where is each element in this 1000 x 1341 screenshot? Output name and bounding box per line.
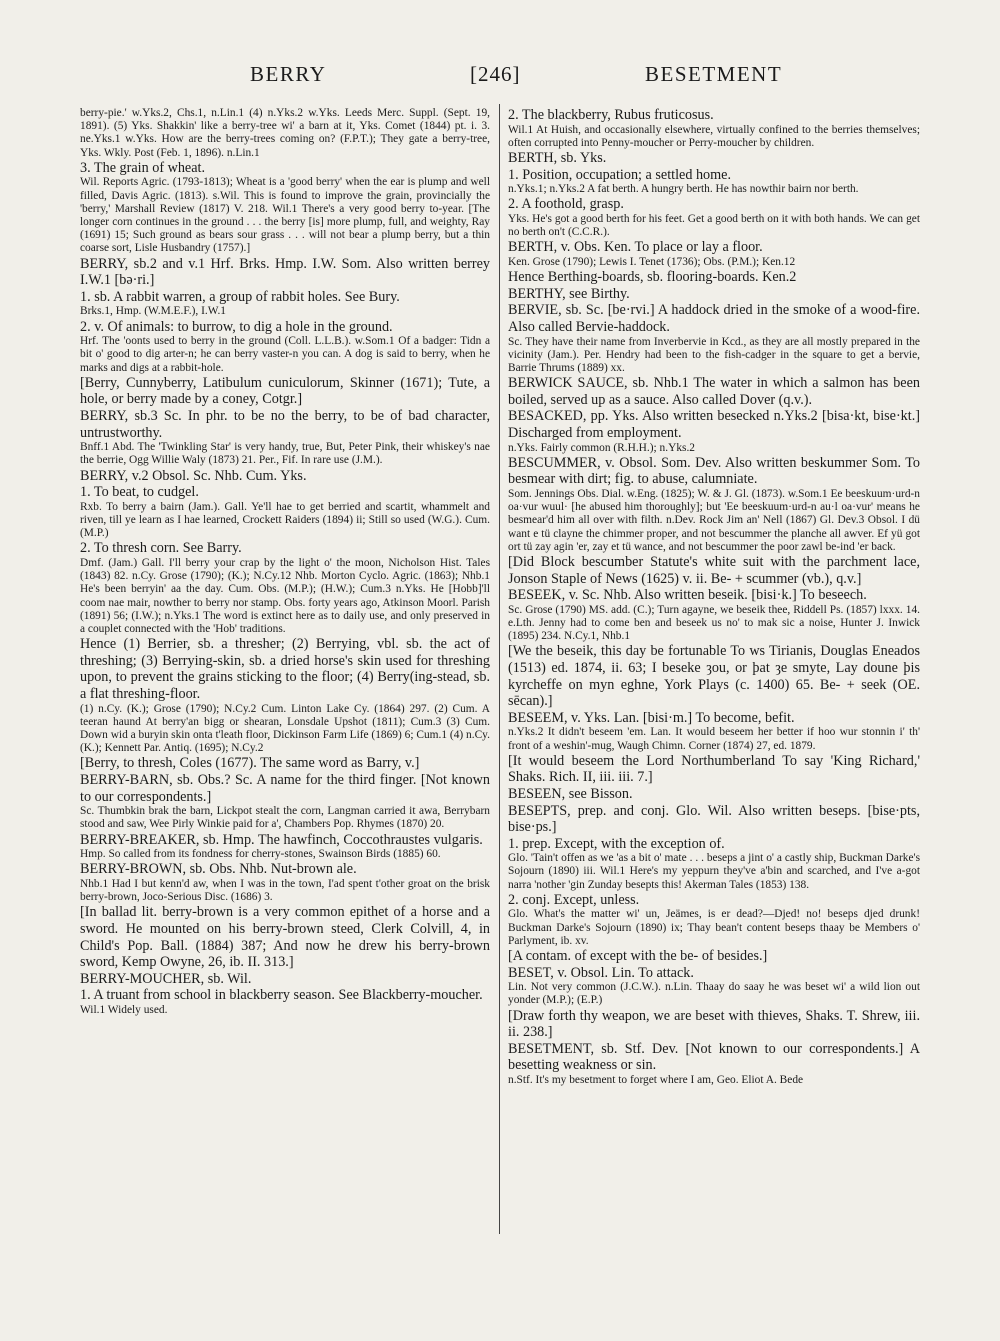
- entry-paragraph: [Did Block bescumber Statute's white suit with the parchment lace, Jonson Staple of News (1625) v. ii. Be- + scummer (vb.), q.v.]: [508, 553, 920, 587]
- citation-paragraph: Sc. Grose (1790) MS. add. (C.); Turn agayne, we beseik thee, Riddell Ps. (1857) lxxx. 14. e.Lth. Jenny had to come ben and beseek us no' to mak sic a noise, Hunter J. Inwick (1895) 234. N.Cy.1, Nhb.1: [508, 603, 920, 643]
- entry-paragraph: BERTHY, see Birthy.: [508, 285, 630, 302]
- citation-paragraph: Dmf. (Jam.) Gall. I'll berry your crap by the light o' the moon, Nicholson Hist. Tales (1843) 82. n.Cy. Grose (1790); (K.); N.Cy.12 Nhb. Morton Cyclo. Agric. (1863); Nhb.1 He's been berryin' aa the day. Cum. Obs. (M.P.); (H.W.); Cum.3 n.Yks. He [Hobb]'ll coom nae mair, nowther to berry nor stamp. Obs. forty years ago, Atkinson Moorl. Parish (1891) 56; (I.W.); n.Yks.1 The word is extinct here as to daily use, and only preserved in a couplet connected with the 'Hob' traditions.: [80, 556, 490, 635]
- citation-paragraph: Glo. What's the matter wi' un, Jeämes, is er dead?—Djed! no! beseps djed drunk! Buckman Darke's Sojourn (1890) ix; Thay bean't content beseps thaay be Members o' Parlyment, ib. xv.: [508, 908, 920, 947]
- citation-paragraph: Yks. He's got a good berth for his feet. Get a good berth on it with both hands. We can get no berth on't (C.C.R.).: [508, 212, 920, 239]
- entry-paragraph: 1. A truant from school in blackberry season. See Blackberry-moucher.: [80, 987, 483, 1004]
- entry-paragraph: BERWICK SAUCE, sb. Nhb.1 The water in which a salmon has been boiled, served up as a sauce. Also called Dover (q.v.).: [508, 375, 920, 408]
- entry-paragraph: 1. Position, occupation; a settled home.: [508, 166, 732, 183]
- citation-paragraph: Glo. 'Tain't offen as we 'as a bit o' mate . . . beseps a jint o' a castly ship, Buckman Darke's Sojourn (1890) iii. Wil.1 Here's my yeppurn they've a'bin and scarched, and I've a-got narra 'nother 'gin Zunday besepts this! Akerman Tales (1853) 138.: [508, 852, 920, 891]
- entry-paragraph: 2. conj. Except, unless.: [508, 891, 640, 908]
- citation-paragraph: Rxb. To berry a bairn (Jam.). Gall. Ye'll hae to get berried and scartit, whammelt and riven, till ye learn as I hae learned, Crockett Raiders (1894) ii; Still so used (W.G.). Cum. (M.P.): [80, 500, 490, 540]
- right-column: [508, 107, 920, 1257]
- citation-paragraph: Wil. Reports Agric. (1793-1813); Wheat is a 'good berry' when the ear is plump and well filled, Davis Agric. (1813). s.Wil. This is found to improve the grain, provincially the 'berry,' Marshall Review (1817) V. 218. Wil.1 There's a very good berry to-year. [The longer corn continues in the ground . . . the berry [is] more plump, full, and weighty, Ray (1691) 15; Such ground as bears sour grass . . . will not bear a plump berry, but a thin coarse sort, Lisle Husbandry (1757).]: [80, 176, 490, 255]
- citation-paragraph: Lin. Not very common (J.C.W.). n.Lin. Thaay do saay he was beset wi' a wild lion out yonder (M.P.); (E.P.): [508, 981, 920, 1007]
- entry-paragraph: BESEEN, see Bisson.: [508, 785, 633, 802]
- entry-paragraph: 2. To thresh corn. See Barry.: [80, 540, 242, 557]
- entry-paragraph: BESCUMMER, v. Obsol. Som. Dev. Also written beskummer Som. To besmear with dirt; fig. to abuse, calumniate.: [508, 454, 920, 488]
- entry-paragraph: BESACKED, pp. Yks. Also written besecked n.Yks.2 [bisa·kt, bise·kt.] Discharged from employment.: [508, 408, 920, 441]
- citation-paragraph: Som. Jennings Obs. Dial. w.Eng. (1825); W. & J. Gl. (1873). w.Som.1 Ee beeskuum·urd-n oa·vur wuul· [he abused him thoroughly]; but 'Ee beeskuum·urd-n au·l oa·vur' means he besmear'd him all over with filth. n.Dev. Rock Jim an' Nell (1867) Gl. Dev.3 Obsol. I dü want e tü clayne the chimmer proper, and not bescummer the planche all awver. Ef yü got ort tü zay agin 'er, zay et tü wance, and not bescummer the poor zawl be-ind 'er back.: [508, 487, 920, 553]
- entry-paragraph: [In ballad lit. berry-brown is a very common epithet of a horse and a sword. He mounted on his berry-brown steed, Clerk Colvill, 4, in Child's Pop. Ball. (1884) 387; And now he drew his berry-brown sword, Kemp Owyne, 26, ib. II. 313.]: [80, 904, 490, 971]
- entry-paragraph: 2. The blackberry, Rubus fruticosus.: [508, 107, 714, 123]
- entry-paragraph: 1. prep. Except, with the exception of.: [508, 835, 725, 852]
- entry-paragraph: 2. A foothold, grasp.: [508, 196, 624, 213]
- entry-paragraph: [Berry, to thresh, Coles (1677). The same word as Barry, v.]: [80, 755, 420, 772]
- citation-paragraph: berry-pie.' w.Yks.2, Chs.1, n.Lin.1 (4) n.Yks.2 w.Yks. Leeds Merc. Suppl. (Sept. 19, 1891). (5) Yks. Shakkin' like a berry-tree wi' a barn at it, Yks. Comet (1844) pt. i. 3. ne.Yks.1 w.Yks. How are the berry-trees coming on? (F.P.T.); They gate a berry-tree, Yks. Wkly. Post (Feb. 1, 1896). n.Lin.1: [80, 107, 490, 159]
- citation-paragraph: (1) n.Cy. (K.); Grose (1790); N.Cy.2 Cum. Linton Lake Cy. (1864) 297. (2) Cum. A teeran haund At berry'an bigg or shearan, Lonsdale Upshot (1811); Cum.3 (3) Cum. Down wid a buryin skin onta t'leath floor, Dickinson Farm Life (1869) 6; Cum.1 (4) n.Cy. (K.); Kennett Par. Antiq. (1695); N.Cy.2: [80, 702, 490, 755]
- citation-paragraph: Brks.1, Hmp. (W.M.E.F.), I.W.1: [80, 305, 227, 318]
- citation-paragraph: n.Yks.2 It didn't beseem 'em. Lan. It would beseem her better if hoo wur stonnin i' th' front of a weshin'-mug, Waugh Chimn. Corner (1874) 27, ed. 1879.: [508, 726, 920, 752]
- entry-paragraph: BERRY-MOUCHER, sb. Wil.: [80, 970, 252, 987]
- entry-paragraph: BESET, v. Obsol. Lin. To attack.: [508, 964, 694, 981]
- citation-paragraph: Wil.1 At Huish, and occasionally elsewhere, virtually confined to the berries themselves; often corrupted into Penny-moucher or Perry-moucher by children.: [508, 123, 920, 149]
- entry-paragraph: 2. v. Of animals: to burrow, to dig a hole in the ground.: [80, 318, 393, 335]
- entry-paragraph: BESEEM, v. Yks. Lan. [bisi·m.] To become, befit.: [508, 709, 795, 726]
- citation-paragraph: Hmp. So called from its fondness for cherry-stones, Swainson Birds (1885) 60.: [80, 848, 441, 861]
- entry-paragraph: BESETMENT, sb. Stf. Dev. [Not known to our correspondents.] A besetting weakness or sin.: [508, 1040, 920, 1074]
- entry-paragraph: BERTH, v. Obs. Ken. To place or lay a floor.: [508, 239, 763, 256]
- citation-paragraph: Sc. Thumbkin brak the barn, Lickpot stealt the corn, Langman carried it awa, Berrybarn stood and saw, Wee Pirly Winkie paid for a', Chambers Pop. Rhymes (1870) 20.: [80, 805, 490, 831]
- entry-paragraph: BERRY, sb.3 Sc. In phr. to be no the berry, to be of bad character, untrustworthy.: [80, 408, 490, 441]
- entry-paragraph: BERTH, sb. Yks.: [508, 150, 607, 166]
- citation-paragraph: Nhb.1 Had I but kenn'd aw, when I was in the town, I'ad spent t'other groat on the brisk berry-brown, Joco-Serious Disc. (1686) 3.: [80, 877, 490, 904]
- page-header: [0, 62, 1000, 92]
- entry-paragraph: Hence Berthing-boards, sb. flooring-boards. Ken.2: [508, 269, 797, 286]
- header-left-catchword: BERRY: [250, 62, 327, 86]
- citation-paragraph: n.Stf. It's my besetment to forget where I am, Geo. Eliot A. Bede: [508, 1074, 804, 1087]
- entry-paragraph: BERRY-BARN, sb. Obs.? Sc. A name for the third finger. [Not known to our correspondents.]: [80, 771, 490, 805]
- citation-paragraph: Hrf. The 'oonts used to berry in the ground (Coll. L.L.B.). w.Som.1 Of a badger: Tidn a bit o' good to dig arter-n; he can berry vaster-n you can. A dog is said to berry, when he marks and digs at a rabbit-hole.: [80, 335, 490, 374]
- entry-paragraph: BESEPTS, prep. and conj. Glo. Wil. Also written beseps. [bise·pts, bise·ps.]: [508, 802, 920, 836]
- entry-paragraph: BERVIE, sb. Sc. [be·rvi.] A haddock dried in the smoke of a wood-fire. Also called Bervie-haddock.: [508, 302, 920, 335]
- citation-paragraph: Sc. They have their name from Inverbervie in Kcd., as they are all mostly prepared in the vicinity (Jam.). Per. Hendry had been to the fish-cadger in the square to get a bervie, Barrie Thrums (1889) xx.: [508, 335, 920, 374]
- entry-paragraph: 1. To beat, to cudgel.: [80, 484, 199, 501]
- citation-paragraph: Ken. Grose (1790); Lewis I. Tenet (1736); Obs. (P.M.); Ken.12: [508, 255, 796, 268]
- entry-paragraph: BERRY-BREAKER, sb. Hmp. The hawfinch, Coccothraustes vulgaris.: [80, 831, 483, 848]
- entry-paragraph: Hence (1) Berrier, sb. a thresher; (2) Berrying, vbl. sb. the act of threshing; (3) Berrying-skin, sb. a dried horse's skin used for threshing upon, to prevent the grains sticking to the floor; (4) Berry(ing-stead, sb. a flat threshing-floor.: [80, 636, 490, 702]
- page-number: [246]: [470, 62, 521, 86]
- entry-paragraph: [We the beseik, this day be fortunable To ws Tirianis, Douglas Eneados (1513) ed. 1874, ii. 63; I beseke ȝou, or þat ȝe smyte, Lay doune þis kyrcheffe on myn eghne, York Plays (c. 1400) 65. Be- + seek (OE. sēcan).]: [508, 643, 920, 710]
- entry-paragraph: [Berry, Cunnyberry, Latibulum cuniculorum, Skinner (1671); Tute, a hole, or berry made by a coney, Cotgr.]: [80, 374, 490, 408]
- citation-paragraph: Bnff.1 Abd. The 'Twinkling Star' is very handy, true, But, Peter Pink, their whiskey's nae the berrie, Ogg Willie Waly (1873) 21. Per., Fif. In rare use (J.M.).: [80, 441, 490, 467]
- entry-paragraph: 3. The grain of wheat.: [80, 159, 206, 176]
- citation-paragraph: n.Yks.1; n.Yks.2 A fat berth. A hungry berth. He has nowthir bairn nor berth.: [508, 183, 859, 196]
- column-divider: [499, 104, 500, 1234]
- citation-paragraph: n.Yks. Fairly common (R.H.H.); n.Yks.2: [508, 441, 695, 454]
- entry-paragraph: [Draw forth thy weapon, we are beset with thieves, Shaks. T. Shrew, iii. ii. 238.]: [508, 1007, 920, 1041]
- entry-paragraph: BESEEK, v. Sc. Nhb. Also written beseik. [bisi·k.] To beseech.: [508, 587, 867, 604]
- entry-paragraph: BERRY, v.2 Obsol. Sc. Nhb. Cum. Yks.: [80, 467, 307, 484]
- entry-paragraph: [A contam. of except with the be- of besides.]: [508, 948, 768, 965]
- entry-paragraph: [It would beseem the Lord Northumberland To say 'King Richard,' Shaks. Rich. II, iii. iii. 7.]: [508, 752, 920, 786]
- header-right-catchword: BESETMENT: [645, 62, 783, 86]
- entry-paragraph: 1. sb. A rabbit warren, a group of rabbit holes. See Bury.: [80, 288, 400, 305]
- left-column: [80, 107, 490, 1257]
- citation-paragraph: Wil.1 Widely used.: [80, 1003, 168, 1016]
- entry-paragraph: BERRY-BROWN, sb. Obs. Nhb. Nut-brown ale.: [80, 861, 357, 878]
- entry-paragraph: BERRY, sb.2 and v.1 Hrf. Brks. Hmp. I.W. Som. Also written berrey I.W.1 [bǝ·ri.]: [80, 255, 490, 289]
